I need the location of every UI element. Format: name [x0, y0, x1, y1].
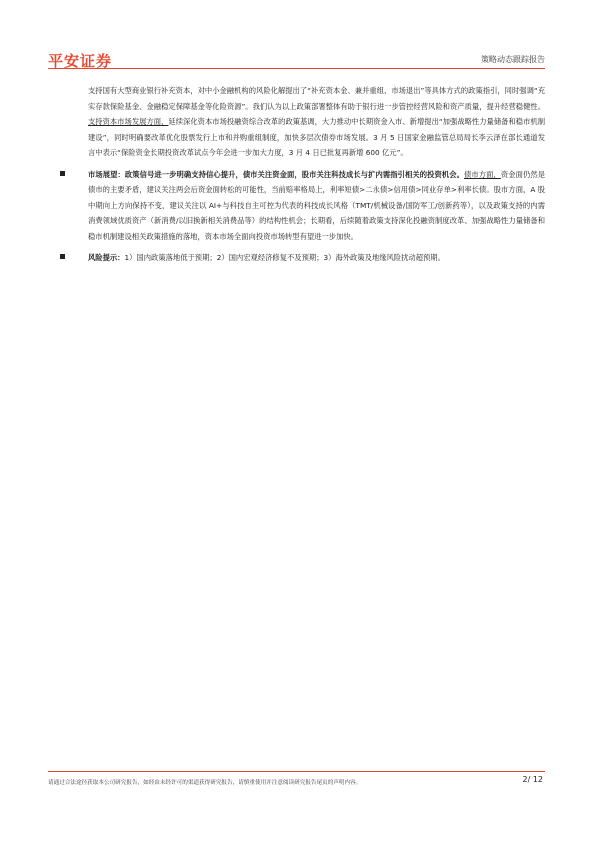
- footer-divider: [48, 771, 545, 772]
- report-body: [48, 83, 545, 266]
- paragraph-policy-text-a: 支持国有大型商业银行补充资本，对中小金融机构的风险化解提出了“补充资本金、兼并重组、市场退出”等具体方式的政策指引，同时强调“充实存款保险基金、金融稳定保障基金等化险资源”。我们认为以上政策部署整体有助于银行进一步管控经营风险和资产质量，提升经营稳健性。: [88, 86, 545, 111]
- bullet-square-icon: [60, 254, 65, 259]
- page-number: 2/ 12: [522, 775, 543, 784]
- bullet-square-icon: [60, 171, 65, 176]
- market-outlook-text: 资金面仍然是债市的主要矛盾，建议关注两会后资金面转松的可能性，当前赔率格局上，利率短债>二永债>信用债>同业存单>利率长债。股市方面，A 股中期向上方向保持不变，建议关注以 AI+与科技自主可控为代表的科技成长风格（TMT/机械设备/国防军工/创新药等），以及政策支持的内需消费领域优质资产（新消费/以旧换新相关消费品等）的结构性机会；长期看，后续随着政策支持深化投融资制度改革、加强战略性力量储备和稳市机制建设相关政策措施的落地，资本市场全面向投资市场转型有望进一步加快。: [88, 169, 546, 241]
- bullet-risk-warning: [48, 250, 545, 266]
- company-logo: 平安证券: [48, 52, 113, 70]
- header-divider: [48, 68, 545, 69]
- paragraph-policy-text-b: 延续深化资本市场投融资综合改革的政策基调，大力推动中长期资金入市、新增提出“加强战略性力量储备和稳市机制建设”，同时明确要改革优化股票发行上市和并购重组制度，加快多层次债券市场发展。3 月 5 日国家金融监管总局局长李云泽在部长通道发言中表示“保险资金长期投资改革试点今年会进一步加大力度，3 月 4 日已批复再新增 600 亿元”。: [88, 117, 546, 157]
- footer-disclaimer: 请通过合法途径获取本公司研究报告，如经由未经许可的渠道获得研究报告，请慎重使用并注意阅读研究报告尾页的声明内容。: [48, 780, 362, 786]
- market-outlook-heading: 市场展望：政策信号进一步明确支持信心提升，债市关注资金面，股市关注科技成长与扩内需指引相关的投资机会。: [88, 169, 464, 179]
- risk-warning-text: 1）国内政策落地低于预期；2）国内宏观经济修复不及预期；3）海外政策及地缘风险扰动超预期。: [124, 253, 445, 262]
- bond-market-underline: 债市方面，: [463, 169, 501, 179]
- report-type-label: 策略动态跟踪报告: [481, 55, 545, 64]
- paragraph-policy: [48, 83, 545, 161]
- paragraph-policy-underline: 支持资本市场发展方面，: [88, 117, 169, 126]
- risk-warning-heading: 风险提示：: [88, 253, 125, 262]
- bullet-market-outlook: [48, 167, 545, 245]
